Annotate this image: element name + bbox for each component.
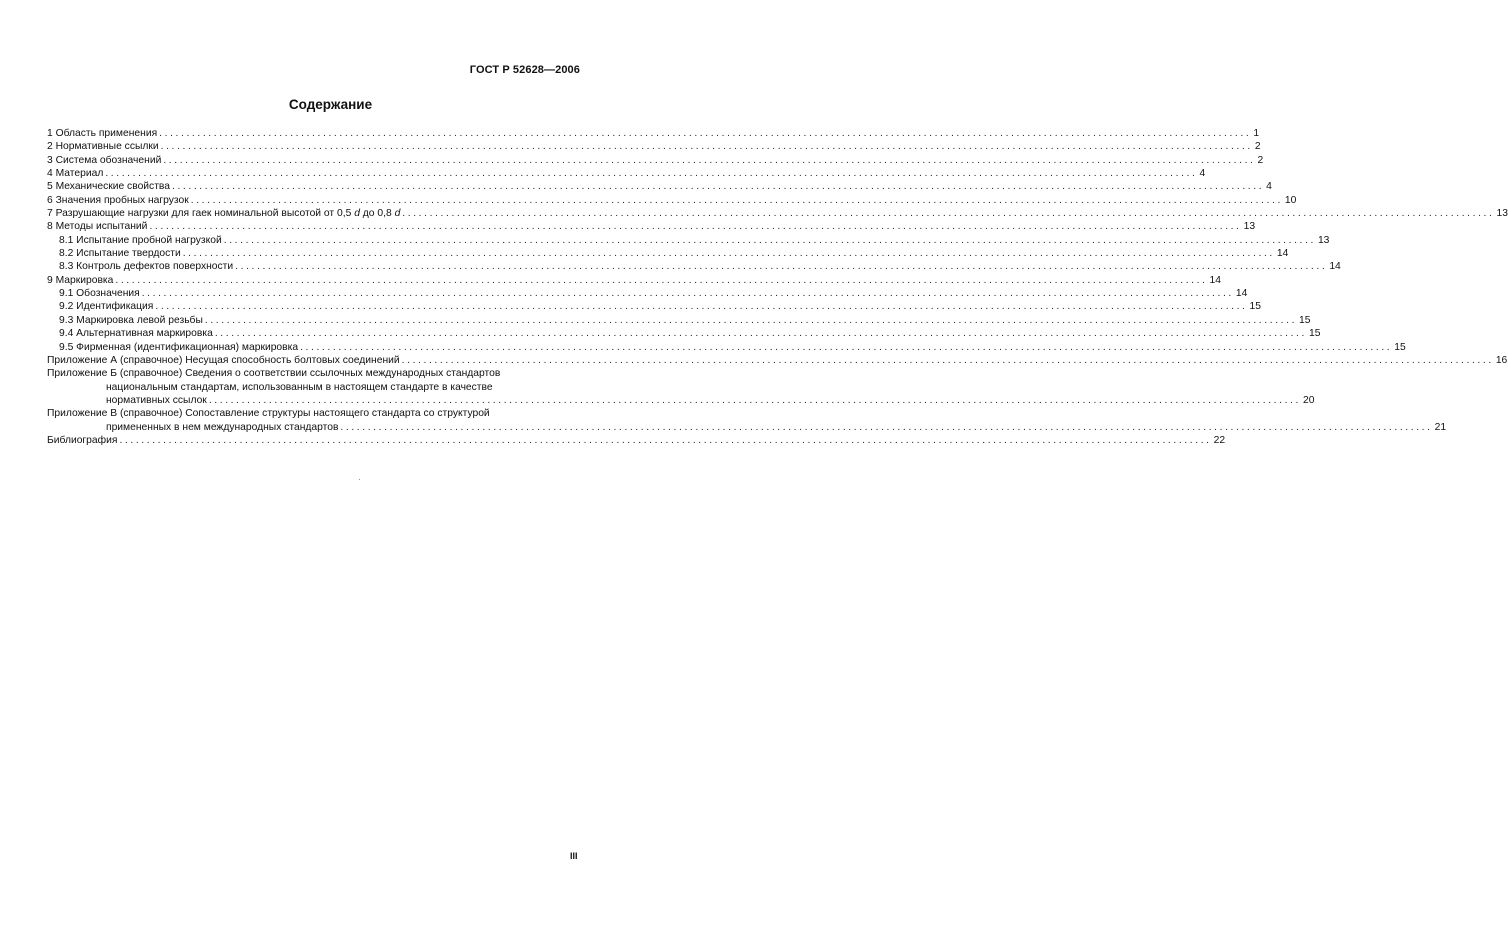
toc-page-number: 4 <box>1199 168 1206 180</box>
toc-entry[interactable] <box>47 354 1508 367</box>
toc-page-number: 15 <box>1394 341 1406 353</box>
leader-dots: ........................................................................................................................................................................................................ <box>155 301 1248 313</box>
toc-entry-label: Библиография <box>47 434 118 446</box>
toc-page-number: 15 <box>1308 328 1321 340</box>
toc-entry-label: 8.3 Контроль дефектов поверхности <box>59 261 234 273</box>
leader-dots: ........................................................................................................................................................................................................ <box>340 421 1433 433</box>
toc-entry-last-line <box>47 421 1447 434</box>
leader-dots: ........................................................................................................................................................................................................ <box>119 434 1212 446</box>
leader-dots: ........................................................................................................................................................................................................ <box>204 314 1298 326</box>
leader-dots: ........................................................................................................................................................................................................ <box>105 168 1198 180</box>
toc-entry-label: 9.2 Идентификация <box>59 301 154 313</box>
toc-page-number: 16 <box>1495 354 1508 366</box>
toc-entry[interactable] <box>47 234 1330 247</box>
toc-entry-label: 3 Система обозначений <box>47 154 162 166</box>
toc-entry-label-continued: нормативных ссылок <box>106 394 207 406</box>
leader-dots: ........................................................................................................................................................................................................ <box>149 221 1242 233</box>
toc-entry[interactable] <box>47 300 1262 313</box>
toc-entry-label: 4 Материал <box>47 168 104 180</box>
toc-entry[interactable] <box>47 341 1406 354</box>
toc-entry-label: 1 Область применения <box>47 128 158 139</box>
toc-page-number: 15 <box>1249 301 1262 313</box>
leader-dots: ........................................................................................................................................................................................................ <box>300 341 1393 353</box>
toc-entry[interactable] <box>47 260 1341 273</box>
toc-entry-label-part: 7 Разрушающие нагрузки для гаек номинальной высотой от 0,5 <box>47 208 355 220</box>
leader-dots: ........................................................................................................................................................................................................ <box>223 234 1316 246</box>
leader-dots: ........................................................................................................................................................................................................ <box>402 208 1495 220</box>
leader-dots: ........................................................................................................................................................................................................ <box>182 248 1275 260</box>
toc-entry-last-line <box>47 394 1315 407</box>
leader-dots: ........................................................................................................................................................................................................ <box>172 181 1265 193</box>
leader-dots: ........................................................................................................................................................................................................ <box>115 274 1208 286</box>
toc-page-number: 14 <box>1209 274 1222 286</box>
toc-page-number: 14 <box>1235 288 1248 300</box>
toc-entry-label: 9.4 Альтернативная маркировка <box>59 328 213 340</box>
leader-dots: ........................................................................................................................................................................................................ <box>214 328 1307 340</box>
toc-entry-label: 9.5 Фирменная (идентификационная) маркировка <box>59 341 299 353</box>
toc-page-number: 2 <box>1257 154 1264 166</box>
toc-entry-label: 8.2 Испытание твердости <box>59 248 181 260</box>
toc-entry[interactable] <box>47 194 1297 207</box>
toc-entry-label-continued: примененных в нем международных стандартов <box>106 421 339 433</box>
toc-entry-label <box>47 207 400 220</box>
leader-dots: ........................................................................................................................................................................................................ <box>163 154 1256 166</box>
toc-entry-label: 9 Маркировка <box>47 274 114 286</box>
toc-entry[interactable] <box>47 327 1321 340</box>
toc-page-number: 1 <box>1253 128 1260 139</box>
toc-entry-label: 2 Нормативные ссылки <box>47 141 159 153</box>
leader-dots: ........................................................................................................................................................................................................ <box>159 128 1252 139</box>
page-number: III <box>570 851 578 861</box>
toc-entry-label: 6 Значения пробных нагрузок <box>47 194 189 206</box>
toc-entry[interactable] <box>47 127 1260 140</box>
toc-page-number: 22 <box>1213 434 1226 446</box>
toc-page-number: 15 <box>1299 314 1311 326</box>
leader-dots: ........................................................................................................................................................................................................ <box>160 141 1253 153</box>
toc-entry[interactable] <box>47 154 1264 167</box>
toc-entry[interactable] <box>47 207 1508 220</box>
toc-entry[interactable] <box>47 140 1261 153</box>
page-title: Содержание <box>288 97 373 112</box>
toc-page-number: 2 <box>1254 141 1261 153</box>
toc-entry-appendix-v[interactable] <box>47 407 1447 434</box>
leader-dots: ........................................................................................................................................................................................................ <box>235 261 1328 273</box>
toc-entry[interactable] <box>47 287 1248 300</box>
toc-entry[interactable] <box>47 167 1206 180</box>
toc-page-number: 13 <box>1317 234 1330 246</box>
leader-dots: ........................................................................................................................................................................................................ <box>208 394 1301 406</box>
toc-entry-label: Приложение Б (справочное) Сведения о соответствии ссылочных международных стандартов <box>47 368 501 380</box>
toc-page-number: 14 <box>1276 248 1289 260</box>
toc-page-number: 10 <box>1284 194 1297 206</box>
toc-page-number: 20 <box>1302 394 1315 406</box>
table-of-contents <box>47 127 1508 447</box>
toc-page-number: 21 <box>1434 421 1447 433</box>
toc-entry-label: 5 Механические свойства <box>47 181 170 193</box>
toc-page-number: 14 <box>1329 261 1341 273</box>
leader-dots: ........................................................................................................................................................................................................ <box>401 354 1494 366</box>
toc-page-number: 13 <box>1243 221 1256 233</box>
leader-dots: ........................................................................................................................................................................................................ <box>190 194 1283 206</box>
toc-entry-label: Приложение В (справочное) Сопоставление структуры настоящего стандарта со структурой <box>47 408 490 420</box>
document-number: ГОСТ Р 52628—2006 <box>469 64 580 76</box>
toc-entry[interactable] <box>47 180 1272 193</box>
toc-entry-label: 9.1 Обозначения <box>59 288 140 300</box>
variable-d: d <box>394 208 401 220</box>
toc-entry[interactable] <box>47 314 1311 327</box>
toc-entry-appendix-b[interactable] <box>47 367 1315 407</box>
variable-d: d <box>354 208 360 220</box>
leader-dots: ........................................................................................................................................................................................................ <box>141 288 1234 300</box>
toc-entry-label: 8.1 Испытание пробной нагрузкой <box>59 234 222 246</box>
toc-entry-label: 8 Методы испытаний <box>47 221 148 233</box>
toc-page-number: 13 <box>1496 208 1508 220</box>
toc-entry-label: 9.3 Маркировка левой резьбы <box>59 314 203 326</box>
toc-entry-label-continued: национальным стандартам, использованным в настоящем стандарте в качестве <box>106 381 493 393</box>
toc-page-number: 4 <box>1266 181 1272 193</box>
toc-entry-bibliography[interactable] <box>47 434 1226 447</box>
toc-entry-label-part: до 0,8 <box>359 208 395 220</box>
scan-speck <box>359 479 360 480</box>
toc-entry[interactable] <box>47 274 1222 287</box>
toc-entry-label: Приложение А (справочное) Несущая способность болтовых соединений <box>47 354 400 366</box>
toc-entry[interactable] <box>47 220 1256 233</box>
toc-entry[interactable] <box>47 247 1289 260</box>
